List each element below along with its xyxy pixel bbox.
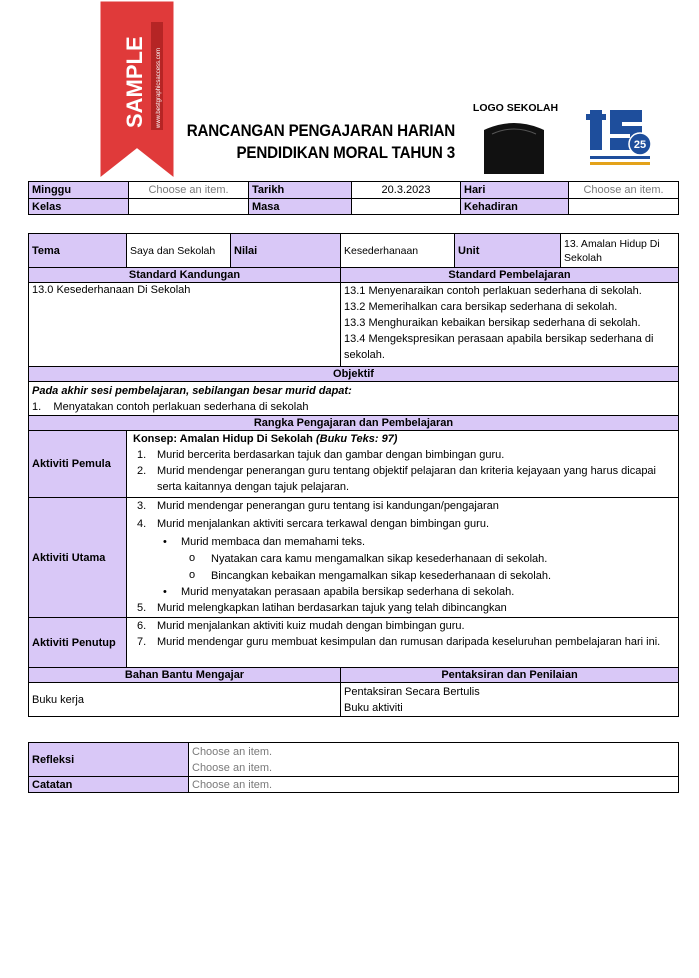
hari-select[interactable]: Choose an item. <box>569 182 679 199</box>
pemula-label: Aktiviti Pemula <box>29 431 127 498</box>
refleksi-select[interactable]: Choose an item. <box>192 745 273 758</box>
nilai-value: Kesederhanaan <box>341 234 455 268</box>
utama-item: 4. Murid menjalankan aktiviti sercara terkawal dengan bimbingan guru. <box>137 518 490 530</box>
unit-label: Unit <box>455 234 561 268</box>
utama-sub-item: o Bincangkan kebaikan mengamalkan sikap kesederhanaan di sekolah. <box>133 568 675 584</box>
utama-label: Aktiviti Utama <box>29 498 127 618</box>
unit-value: 13. Amalan Hidup Di Sekolah <box>561 234 679 268</box>
rangka-header: Rangka Pengajaran dan Pembelajaran <box>29 416 679 431</box>
masa-label: Masa <box>249 199 352 215</box>
utama-item: 3. Murid mendengar penerangan guru tentang isi kandungan/pengajaran <box>137 500 499 512</box>
tarikh-value[interactable]: 20.3.2023 <box>352 182 461 199</box>
catatan-select[interactable]: Choose an item. <box>189 777 679 793</box>
masa-field[interactable] <box>352 199 461 215</box>
sk-header: Standard Kandungan <box>29 268 341 283</box>
sp-item: 13.1 Menyenaraikan contoh perlakuan sederhana di sekolah. <box>344 285 642 297</box>
objektif-header: Objektif <box>29 367 679 382</box>
bbm-value: Buku kerja <box>29 683 341 717</box>
penutup-item: 7. Murid mendengar guru membuat kesimpulan dan rumusan daripada keseluruhan pembelajaran hari ini. <box>137 636 661 648</box>
pentaksiran-header: Pentaksiran dan Penilaian <box>341 668 679 683</box>
main-lesson-table <box>28 233 679 717</box>
school-logo-shield-icon <box>478 120 550 183</box>
ribbon-small-text: www.bestgraphicsaccess.com <box>156 47 162 128</box>
sp-item: 13.3 Menghuraikan kebaikan bersikap sederhana di sekolah. <box>344 317 641 329</box>
sp-item: 13.2 Memerihalkan cara bersikap sederhana di sekolah. <box>344 301 618 313</box>
kehadiran-label: Kehadiran <box>461 199 569 215</box>
kehadiran-field[interactable] <box>569 199 679 215</box>
pentaksiran-line: Buku aktiviti <box>344 701 403 714</box>
hari-label: Hari <box>461 182 569 199</box>
reflection-table <box>28 742 679 793</box>
sk-value: 13.0 Kesederhanaan Di Sekolah <box>29 283 341 367</box>
utama-bullet: • Murid membaca dan memahami teks. <box>133 534 675 550</box>
title-line-1: RANCANGAN PENGAJARAN HARIAN <box>186 122 456 140</box>
konsep-ref: (Buku Teks: 97) <box>315 433 398 445</box>
objektif-num: 1. <box>32 400 42 413</box>
pemula-item: 2. Murid mendengar penerangan guru tentang objektif pelajaran dan kriteria kejayaan yang harus dicapai serta kaitannya dengan tajuk pelajaran. <box>137 465 656 493</box>
ts25-emblem-icon <box>586 104 658 177</box>
tarikh-label: Tarikh <box>249 182 352 199</box>
objektif-item: Menyatakan contoh perlakuan sederhana di sekolah <box>53 400 309 413</box>
catatan-label: Catatan <box>29 777 189 793</box>
kelas-field[interactable] <box>129 199 249 215</box>
utama-item: 5. Murid melengkapkan latihan berdasarkan tajuk yang telah dibincangkan <box>137 602 507 614</box>
pemula-item: 1. Murid bercerita berdasarkan tajuk dan gambar dengan bimbingan guru. <box>137 449 505 461</box>
kelas-label: Kelas <box>29 199 129 215</box>
objektif-intro: Pada akhir sesi pembelajaran, sebilangan besar murid dapat: <box>32 384 352 397</box>
sp-item: 13.4 Mengekspresikan perasaan apabila bersikap sederhana di sekolah. <box>344 333 654 361</box>
info-table <box>28 181 679 215</box>
konsep-title: Konsep: Amalan Hidup Di Sekolah <box>133 433 313 445</box>
refleksi-label: Refleksi <box>29 743 189 777</box>
title-line-2: PENDIDIKAN MORAL TAHUN 3 <box>236 144 455 162</box>
minggu-label: Minggu <box>29 182 129 199</box>
sample-ribbon <box>95 0 183 195</box>
pentaksiran-line: Pentaksiran Secara Bertulis <box>344 685 480 698</box>
penutup-item: 6. Murid menjalankan aktiviti kuiz mudah dengan bimbingan guru. <box>137 620 465 632</box>
bbm-header: Bahan Bantu Mengajar <box>29 668 341 683</box>
refleksi-select[interactable]: Choose an item. <box>192 761 273 774</box>
penutup-label: Aktiviti Penutup <box>29 618 127 668</box>
sample-text: SAMPLE <box>122 36 147 128</box>
utama-sub-item: o Nyatakan cara kamu mengamalkan sikap kesederhanaan di sekolah. <box>133 551 675 567</box>
utama-bullet: • Murid menyatakan perasaan apabila bersikap sederhana di sekolah. <box>133 584 675 600</box>
logo-label: LOGO SEKOLAH <box>472 102 559 114</box>
page-title <box>184 120 455 164</box>
sp-header: Standard Pembelajaran <box>341 268 679 283</box>
tema-label: Tema <box>29 234 127 268</box>
minggu-select[interactable]: Choose an item. <box>129 182 249 199</box>
nilai-label: Nilai <box>231 234 341 268</box>
tema-value: Saya dan Sekolah <box>127 234 231 268</box>
emblem-number: 25 <box>633 139 647 151</box>
